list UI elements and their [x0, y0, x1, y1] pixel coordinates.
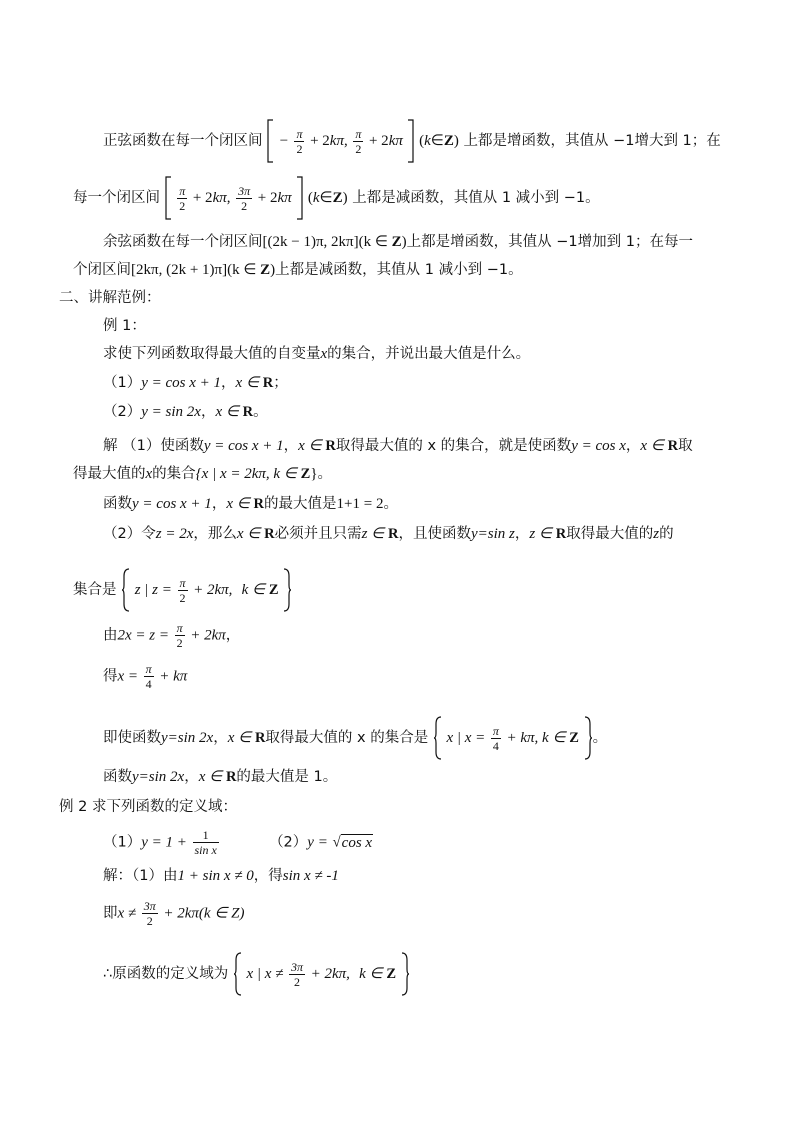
cosine-increasing-statement: 余弦函数在每一个闭区间[(2k − 1)π, 2kπ](k ∈ Z)上都是增函数，其值从 −1增加到 1；在每一 [103, 234, 693, 250]
fraction-3pi-over-2: $\frac{3\pi}{2}$ [238, 183, 251, 213]
solution-1-line-2: 得最大值的x的集合{x | x = 2kπ, k ∈ Z}。 [73, 466, 333, 482]
solution-3-line-2: 即x ≠ $\frac{3\pi}{2}$ + 2kπ(k ∈ Z) [103, 899, 245, 928]
right-curly-brace [283, 568, 292, 612]
fraction-pi-over-2: $\frac{\pi}{2}$ [355, 126, 362, 156]
solution-1-max-value: 函数y = cos x + 1，x ∈ R的最大值是1+1 = 2。 [103, 496, 398, 512]
example-2-items: （1）y = 1 + $\frac{1}{\text{sin x}}$ （2）y = √cos x [103, 828, 373, 857]
right-curly-brace [584, 716, 593, 760]
solution-2-set-z: 集合是 z | z = $\frac{\pi}{2}$ + 2kπ, k ∈ Z [73, 568, 292, 612]
right-square-bracket [296, 176, 303, 220]
solution-2-derivation-2: 得x = $\frac{\pi}{4}$ + kπ [103, 662, 188, 691]
right-square-bracket [407, 119, 414, 163]
example-2-question: 例 2 求下列函数的定义域： [59, 799, 237, 815]
solution-3-domain: ∴原函数的定义域为 x | x ≠ $\frac{3\pi}{2}$ + 2kπ, k ∈ Z [103, 952, 410, 996]
cosine-decreasing-statement: 个闭区间[2kπ, (2k + 1)π](k ∈ Z)上都是减函数，其值从 1 减小到 −1。 [73, 262, 523, 278]
fraction-pi-over-2: $\frac{\pi}{2}$ [296, 126, 303, 156]
left-square-bracket [267, 119, 274, 163]
solution-1-line-1: 解 （1）使函数y = cos x + 1，x ∈ R取得最大值的 x 的集合，就是使函数y = cos x，x ∈ R取 [103, 438, 693, 454]
example-1-label: 例 1： [103, 318, 146, 334]
section-heading-examples: 二、讲解范例： [59, 290, 161, 306]
example-1-question: 求使下列函数取得最大值的自变量x的集合，并说出最大值是什么。 [103, 346, 531, 362]
solution-2-derivation-1: 由2x = z = $\frac{\pi}{2}$ + 2kπ， [103, 621, 241, 650]
solution-2-line-1: （2）令z = 2x，那么x ∈ R必须并且只需z ∈ R，且使函数y=sin z，z ∈ R取得最大值的z的 [103, 526, 674, 542]
fraction-pi-over-2: $\frac{\pi}{2}$ [179, 183, 186, 213]
left-curly-brace [233, 952, 242, 996]
example-1-item-1: （1）y = cos x + 1，x ∈ R； [103, 375, 288, 391]
sine-decreasing-statement: 每一个闭区间 $\frac{\pi}{2}$ + 2kπ, $\frac{3\pi}{2}$ + 2kπ (k∈Z) 上都是减函数，其值从 1 减小到 −1。 [73, 176, 600, 220]
solution-2-max-value: 函数y=sin 2x，x ∈ R的最大值是 1。 [103, 769, 338, 785]
left-curly-brace [121, 568, 130, 612]
sine-increasing-statement: 正弦函数在每一个闭区间 − $\frac{\pi}{2}$ + 2kπ, $\frac{\pi}{2}$ + 2kπ (k∈Z) 上都是增函数，其值从 −1增大到 1；在 [103, 119, 721, 163]
solution-3-line-1: 解：（1）由1 + sin x ≠ 0，得sin x ≠ -1 [103, 868, 339, 884]
example-1-item-2: （2）y = sin 2x，x ∈ R。 [103, 404, 268, 420]
left-square-bracket [165, 176, 172, 220]
square-root: √cos x [332, 834, 373, 851]
right-curly-brace [401, 952, 410, 996]
left-curly-brace [433, 716, 442, 760]
solution-2-result-set: 即使函数y=sin 2x，x ∈ R取得最大值的 x 的集合是 x | x = $\frac{\pi}{4}$ + kπ, k ∈ Z 。 [103, 716, 607, 760]
